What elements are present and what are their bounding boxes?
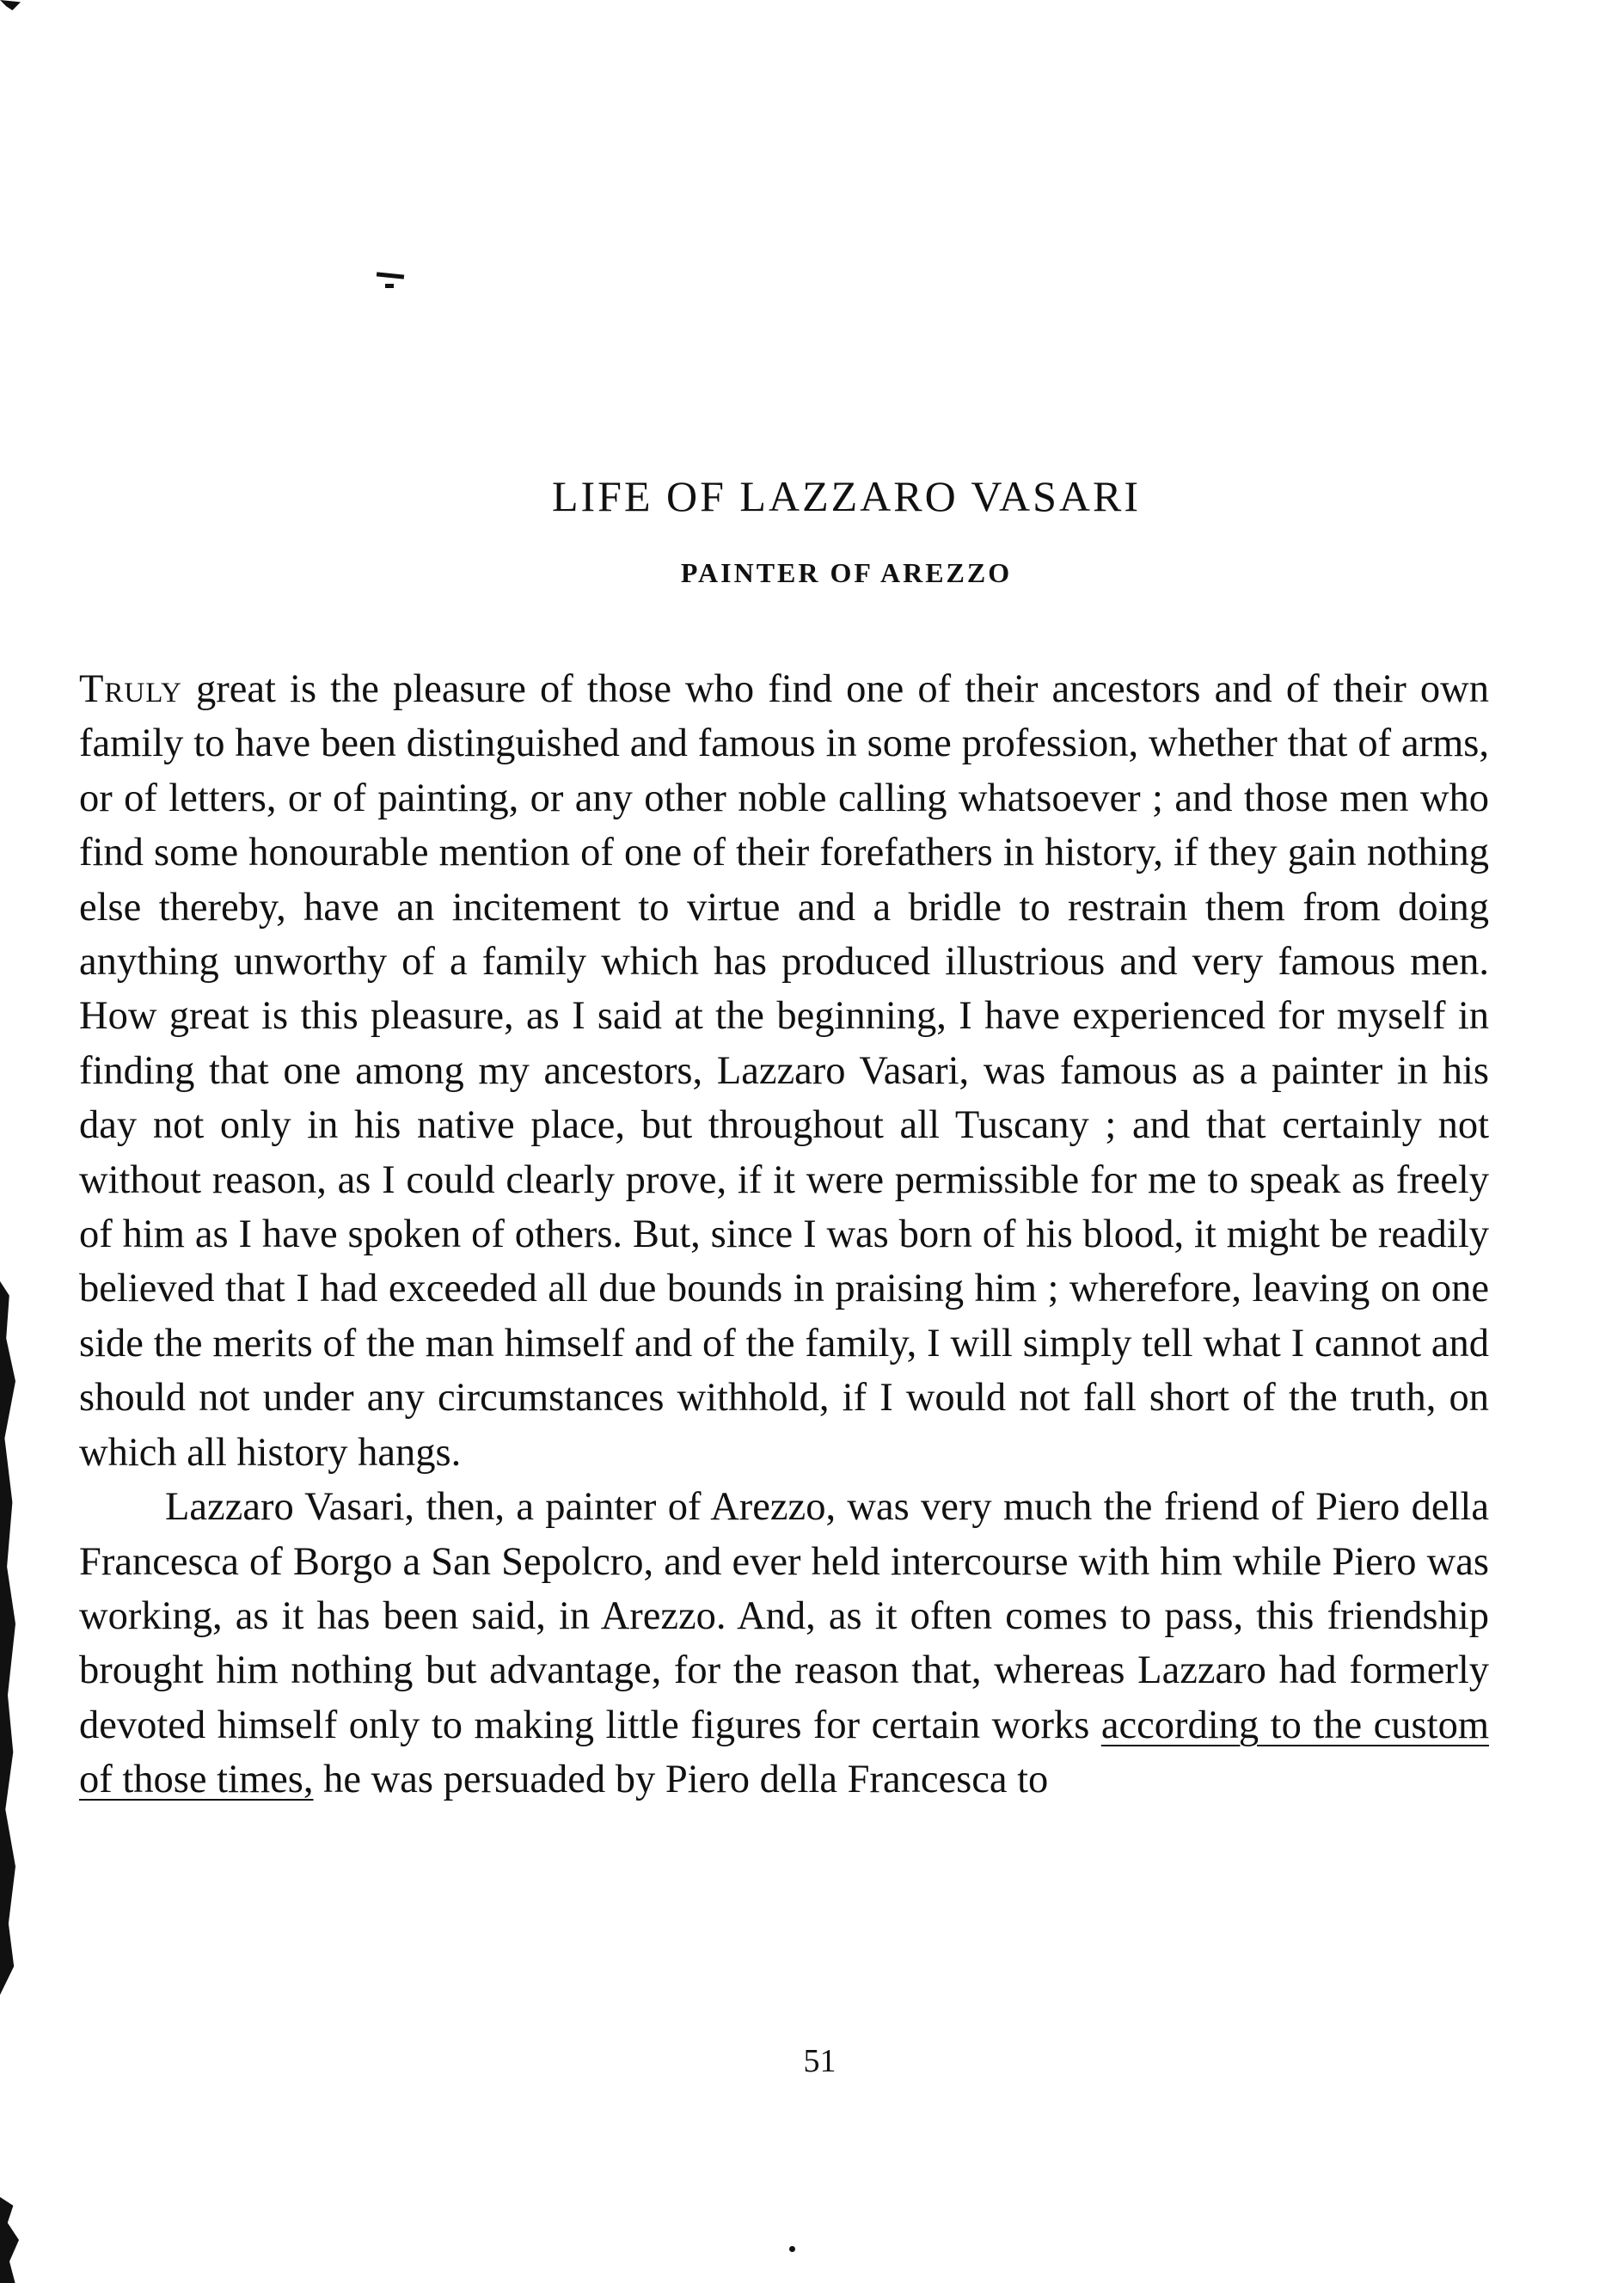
scan-edge-shadow <box>0 1281 15 1995</box>
page-number: 51 <box>803 2043 837 2079</box>
chapter-title: LIFE OF LAZZARO VASARI <box>551 472 1142 520</box>
drop-lead-word: Truly <box>79 667 182 711</box>
scan-speck-top-left <box>0 0 21 10</box>
underlined-phrase: according to the custom of those times, <box>79 1703 1489 1802</box>
paragraph-2-text-before: Lazzaro Vasari, then, a painter of Arezzo, was very much the friend of Piero della Francesca of Borgo a San Sepolcro, and ever held intercourse with him while Piero was working, as it has been said, in Arezzo. And, as it often comes to pass, this friendship brought him nothing but advantage, for the reason that, whereas Lazzaro had formerly devoted himself only to making little figures for certain works <box>79 1485 1489 1747</box>
paragraph-2 <box>79 1480 1489 1807</box>
paragraph-1 <box>79 662 1489 1480</box>
body-text <box>79 662 1489 1807</box>
scan-edge-shadow-bottom <box>0 2197 19 2283</box>
scan-speck-mark <box>377 272 404 279</box>
scan-speck-mark-small <box>385 284 394 288</box>
chapter-subtitle: PAINTER OF AREZZO <box>680 557 1013 588</box>
paragraph-2-text-after: he was persuaded by Piero della Francesca to <box>313 1758 1049 1802</box>
paragraph-1-text: great is the pleasure of those who find one of their ancestors and of their own family to have been distinguished and famous in some profession, whether that of arms, or of letters, or of painting, or any other noble calling whatsoever ; and those men who find some honourable mention of one of their forefathers in history, if they gain nothing else thereby, have an incitement to virtue and a bridle to restrain them from doing anything unworthy of a family which has produced illustrious and very famous men. How great is this pleasure, as I said at the beginning, I have experienced for myself in finding that one among my ancestors, Lazzaro Vasari, was famous as a painter in his day not only in his native place, but throughout all Tuscany ; and that certainly not without reason, as I could clearly prove, if it were permissible for me to speak as freely of him as I have spoken of others. But, since I was born of his blood, it might be readily believed that I had exceeded all due bounds in praising him ; wherefore, leaving on one side the merits of the man himself and of the family, I will simply tell what I cannot and should not under any circumstances withhold, if I would not fall short of the truth, on which all history hangs. <box>79 667 1489 1475</box>
scan-speck-dot <box>789 2246 795 2252</box>
